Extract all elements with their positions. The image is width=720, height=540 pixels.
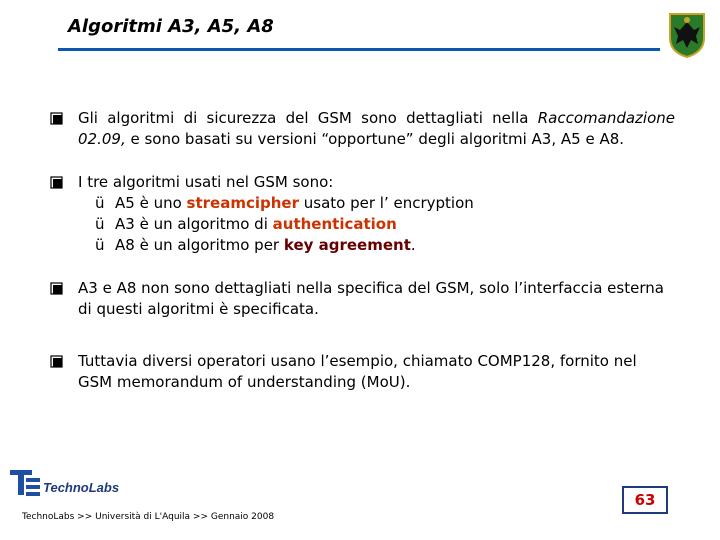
bullet-text: Tuttavia diversi operatori usano l’esempio, chiamato COMP128, fornito nel GSM memorandum of understanding (MoU). (78, 352, 637, 391)
bullet-gsm-algorithms (50, 108, 675, 150)
highlight-term: key agreement (283, 236, 411, 254)
bullet-three-algorithms (50, 172, 675, 193)
bullet-text: I tre algoritmi usati nel GSM sono: (78, 173, 334, 191)
sub-item-text: A8 è un algoritmo per (115, 236, 284, 254)
coat-of-arms-icon (668, 12, 706, 58)
sub-item-text: . (410, 236, 416, 254)
check-glyph-icon: ü (95, 215, 105, 233)
highlight-term: streamcipher (186, 194, 299, 212)
highlight-term: authentication (272, 215, 397, 233)
bullet-italic-ref: Raccomandazione 02.09, (78, 109, 675, 148)
slide-content (50, 108, 675, 393)
checkbox-bullet-icon (50, 282, 63, 295)
bullet-text: Gli algoritmi di sicurezza del GSM sono dettagliati nella (78, 109, 538, 127)
checkbox-bullet-icon (50, 112, 63, 125)
bullet-text: e sono basati su versioni “opportune” degli algoritmi A3, A5 e A8. (125, 130, 625, 148)
checkbox-bullet-icon (50, 355, 63, 368)
bullet-comp128 (50, 351, 675, 393)
sub-item-text: A5 è uno (115, 194, 187, 212)
sub-item-text: usato per l’ encryption (298, 194, 474, 212)
check-glyph-icon: ü (95, 194, 105, 212)
sub-item-a5 (50, 193, 675, 214)
bullet-not-specified (50, 278, 675, 320)
footer-text: TechnoLabs >> Università di L'Aquila >> Gennaio 2008 (22, 512, 275, 522)
sub-item-a3 (50, 214, 675, 235)
check-glyph-icon: ü (95, 236, 105, 254)
page-number: 63 (622, 486, 668, 514)
technolabs-logo (10, 468, 140, 498)
slide-title: Algoritmi A3, A5, A8 (68, 16, 274, 37)
sub-item-a8 (50, 235, 675, 256)
title-underline (58, 48, 660, 51)
checkbox-bullet-icon (50, 176, 63, 189)
sub-item-text: A3 è un algoritmo di (115, 215, 273, 233)
logo-text: TechnoLabs (43, 480, 120, 495)
bullet-text: A3 e A8 non sono dettagliati nella specifica del GSM, solo l’interfaccia esterna di questi algoritmi è specificata. (78, 279, 664, 318)
